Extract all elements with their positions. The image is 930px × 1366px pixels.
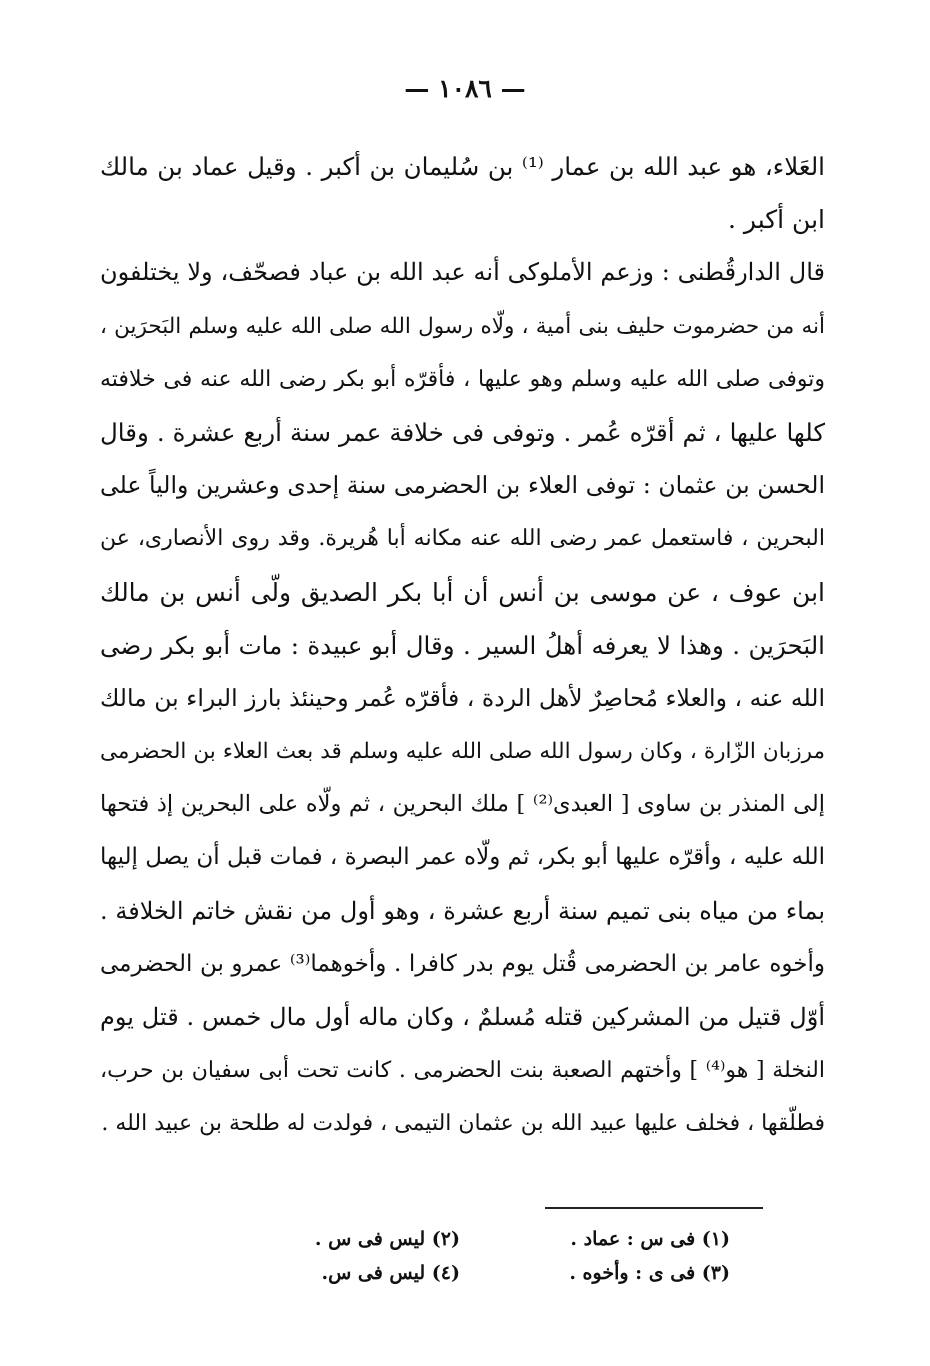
text-line: الحسن بن عثمان : توفى العلاء بن الحضرمى سنة إحدى وعشرين والياً على <box>100 471 825 500</box>
text-line: ابن أكبر . <box>728 205 825 235</box>
text-line: كلها عليها ، ثم أقرّه عُمر . وتوفى فى خلافة عمر سنة أربع عشرة . وقال <box>100 417 825 447</box>
text-line: بماء من مياه بنى تميم سنة أربع عشرة ، وهو أول من نقش خاتم الخلافة . <box>100 896 825 925</box>
text-line: العَلاء، هو عبد الله بن عمار ⁽¹⁾ بن سُليمان بن أكبر . وقيل عماد بن مالك <box>100 152 825 181</box>
text-line: الله عليه ، وأقرّه عليها أبو بكر، ثم ولّاه عمر البصرة ، فمات قبل أن يصل إليها <box>100 844 825 871</box>
text-line: فطلّقها ، فخلف عليها عبيد الله بن عثمان التيمى ، فولدت له طلحة بن عبيد الله . <box>101 1111 825 1137</box>
text-line: قال الدارقُطنى : وزعم الأملوكى أنه عبد الله بن عباد فصحّف، ولا يختلفون <box>100 258 825 287</box>
footnote-1: (١) فى س : عماد . <box>570 1228 730 1250</box>
footnote-4: (٤) ليس فى س. <box>321 1262 460 1284</box>
text-line: الله عنه ، والعلاء مُحاصِرٌ لأهل الردة ، فأقرّه عُمر وحينئذ بارز البراء بن مالك <box>100 683 825 712</box>
page-number: — ١٠٨٦ — <box>404 74 526 103</box>
body-text <box>100 140 825 1151</box>
text-line: مرزبان الزّارة ، وكان رسول الله صلى الله عليه وسلم قد بعث العلاء بن الحضرمى <box>100 739 825 765</box>
footnote-row <box>250 1256 730 1290</box>
text-line: البَحرَين . وهذا لا يعرفه أهلُ السير . وقال أبو عبيدة : مات أبو بكر رضى <box>100 630 825 660</box>
text-line: ابن عوف ، عن موسى بن أنس أن أبا بكر الصديق ولّى أنس بن مالك <box>100 577 825 607</box>
text-line: إلى المنذر بن ساوى [ العبدى⁽²⁾ ] ملك البحرين ، ثم ولّاه على البحرين إذ فتحها <box>100 791 825 818</box>
text-line: وتوفى صلى الله عليه وسلم وهو عليها ، فأقرّه أبو بكر رضى الله عنه فى خلافته <box>100 366 825 392</box>
text-line: البحرين ، فاستعمل عمر رضى الله عنه مكانه أبا هُريرة. وقد روى الأنصارى، عن <box>100 526 825 552</box>
text-line: أنه من حضرموت حليف بنى أمية ، ولّاه رسول الله صلى الله عليه وسلم البَحرَين ، <box>100 313 825 339</box>
footnote-row <box>250 1222 730 1256</box>
footnote-3: (٣) فى ى : وأخوه . <box>569 1262 730 1284</box>
text-line: وأخوه عامر بن الحضرمى قُتل يوم بدر كافرا . وأخوهما⁽³⁾ عمرو بن الحضرمى <box>100 950 825 977</box>
footnote-2: (٢) ليس فى س . <box>314 1228 460 1250</box>
footnote-divider <box>545 1207 763 1209</box>
footnotes <box>250 1222 730 1290</box>
text-line: النخلة [ هو⁽⁴⁾ ] وأختهم الصعبة بنت الحضرمى . كانت تحت أبى سفيان بن حرب، <box>100 1058 825 1084</box>
text-line: أوّل قتيل من المشركين قتله مُسلمٌ ، وكان ماله أول مال خمس . قتل يوم <box>100 1003 825 1031</box>
